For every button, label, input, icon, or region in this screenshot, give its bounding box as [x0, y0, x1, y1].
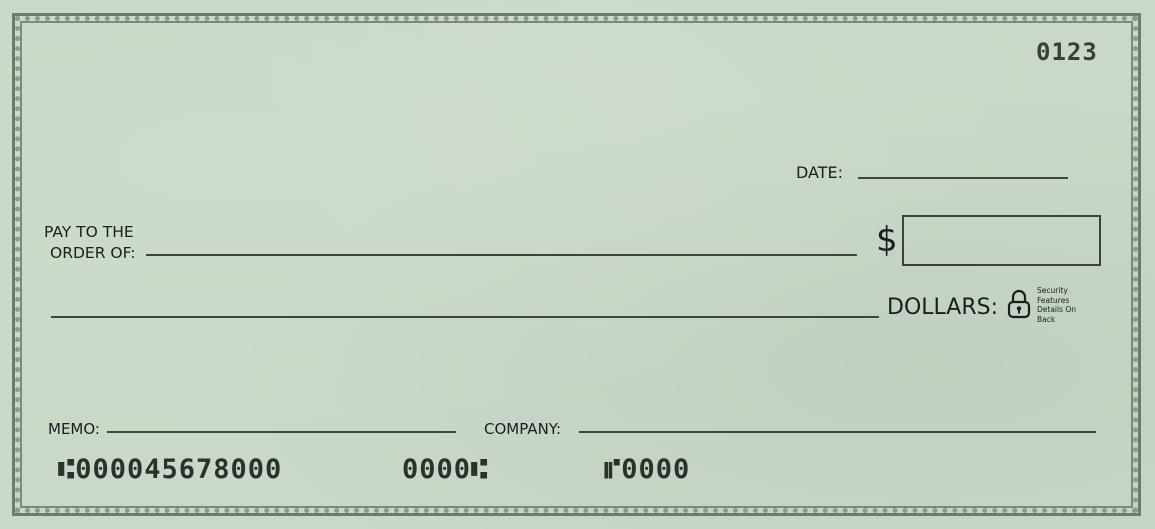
written-amount-field[interactable] [51, 316, 879, 318]
lock-icon [1007, 289, 1031, 319]
company-label: COMPANY: [484, 420, 562, 438]
security-note [1037, 286, 1076, 324]
pay-to-label [44, 222, 136, 264]
security-note-line: Details On [1037, 305, 1077, 314]
dollars-label: DOLLARS: [887, 295, 998, 320]
memo-field[interactable] [107, 431, 456, 433]
date-field[interactable] [858, 177, 1068, 179]
memo-label: MEMO: [48, 420, 100, 438]
micr-account-number: 0000⑆ [402, 454, 489, 485]
amount-box[interactable] [902, 215, 1101, 266]
pay-to-label-line2: ORDER OF: [50, 244, 136, 262]
security-note-line: Back [1037, 314, 1056, 324]
check-number: 0123 [1036, 38, 1098, 66]
payee-field[interactable] [146, 254, 857, 256]
dollar-sign: $ [876, 220, 898, 260]
security-note-line: Features [1037, 295, 1070, 305]
micr-routing-number: ⑆000045678000 [58, 454, 283, 485]
security-note-line: Security [1037, 286, 1068, 295]
company-field[interactable] [579, 431, 1096, 433]
pay-to-label-line1: PAY TO THE [44, 223, 134, 241]
micr-check-number: ⑈0000 [604, 454, 691, 485]
date-label: DATE: [796, 163, 844, 182]
